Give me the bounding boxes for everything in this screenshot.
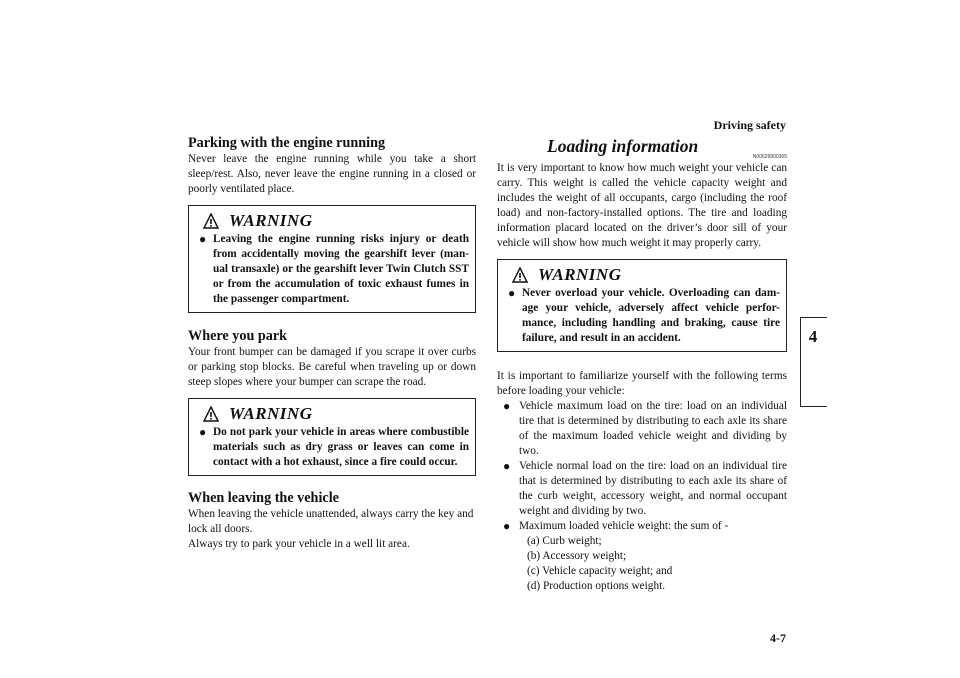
section-heading-leaving-vehicle: When leaving the vehicle <box>188 490 339 506</box>
right-column <box>497 135 787 594</box>
section-heading-where-park: Where you park <box>188 328 288 344</box>
warning-header <box>504 264 780 286</box>
warning-header <box>195 210 469 232</box>
term-text: Maximum loaded vehicle weight: the sum of - <box>519 520 729 532</box>
warning-box-engine <box>188 205 476 313</box>
sub-item: (a) Curb weight; <box>527 535 602 547</box>
list-item <box>503 519 787 534</box>
bullet-icon: ● <box>508 286 516 300</box>
loading-intro: It is very important to know how much weight your vehicle can carry. This weight is called the vehicle capacity weight and includes the weight of all occupants, cargo (including the roof load) and non-factory-installed options. The tire and loading information placard located on the driver’s door sill of your vehicle will show how much weight it may properly carry. <box>497 162 787 249</box>
warning-label: WARNING <box>538 265 622 284</box>
sub-item: (c) Vehicle capacity weight; and <box>527 565 673 577</box>
warning-triangle-icon <box>512 267 528 283</box>
warning-item <box>504 286 780 346</box>
warning-header <box>195 403 469 425</box>
warning-text: Never overload your vehicle. Overloading can dam-age your vehicle, adversely affect vehicle perfor-mance, including handling and braking, cause tire failure, and result in an accident. <box>522 287 780 344</box>
warning-item <box>195 425 469 470</box>
terms-lead: It is important to familiarize yourself with the following terms before loading your vehicle: <box>497 370 787 397</box>
warning-triangle-icon <box>203 213 219 229</box>
terms-list <box>497 399 787 594</box>
bullet-icon: ● <box>503 519 511 533</box>
section-body-leaving-vehicle: When leaving the vehicle unattended, always carry the key and lock all doors. <box>188 508 474 535</box>
document-code: N00629900365 <box>752 154 787 160</box>
chapter-number: 4 <box>808 327 818 346</box>
bullet-icon: ● <box>503 459 511 473</box>
warning-label: WARNING <box>229 211 313 230</box>
page-number: 4-7 <box>770 631 786 645</box>
section-heading-parking-engine: Parking with the engine running <box>188 135 386 151</box>
running-header: Driving safety <box>713 118 786 132</box>
warning-label: WARNING <box>229 404 313 423</box>
term-text: Vehicle maximum load on the tire: load on an individual tire that is determined by distributing to each axle its share of the maximum loaded vehicle weight and dividing by two. <box>519 400 787 457</box>
warning-box-park <box>188 398 476 476</box>
left-column <box>188 135 476 552</box>
warning-triangle-icon <box>203 406 219 422</box>
bullet-icon: ● <box>199 232 207 246</box>
warning-box-overload <box>497 259 787 352</box>
bullet-icon: ● <box>199 425 207 439</box>
sub-item: (b) Accessory weight; <box>527 550 627 562</box>
sub-item: (d) Production options weight. <box>527 580 666 592</box>
section-body-parking-engine: Never leave the engine running while you take a short sleep/rest. Also, never leave the engine running in a closed or poorly ventilated place. <box>188 153 476 195</box>
list-item <box>503 399 787 459</box>
warning-text: Do not park your vehicle in areas where combustible materials such as dry grass or leaves can come in contact with a hot exhaust, since a fire could occur. <box>213 426 469 468</box>
section-title-loading-information: Loading information <box>547 136 699 156</box>
section-body-well-lit: Always try to park your vehicle in a well lit area. <box>188 538 410 550</box>
warning-text: Leaving the engine running risks injury or death from accidentally moving the gearshift lever (man-ual transaxle) or the gearshift lever Twin Clutch SST or from the accumulation of toxic exhaust fumes in the passenger compartment. <box>213 233 469 305</box>
section-body-where-park: Your front bumper can be damaged if you scrape it over curbs or parking stop blocks. Be careful when traveling up or down steep slopes where your bumper can scrape the road. <box>188 346 476 388</box>
term-text: Vehicle normal load on the tire: load on an individual tire that is determined by distributing to each axle its share of the curb weight, accessory weight, and normal occupant weight and dividing by two. <box>519 460 787 517</box>
bullet-icon: ● <box>503 399 511 413</box>
warning-item <box>195 232 469 307</box>
list-item <box>503 459 787 519</box>
